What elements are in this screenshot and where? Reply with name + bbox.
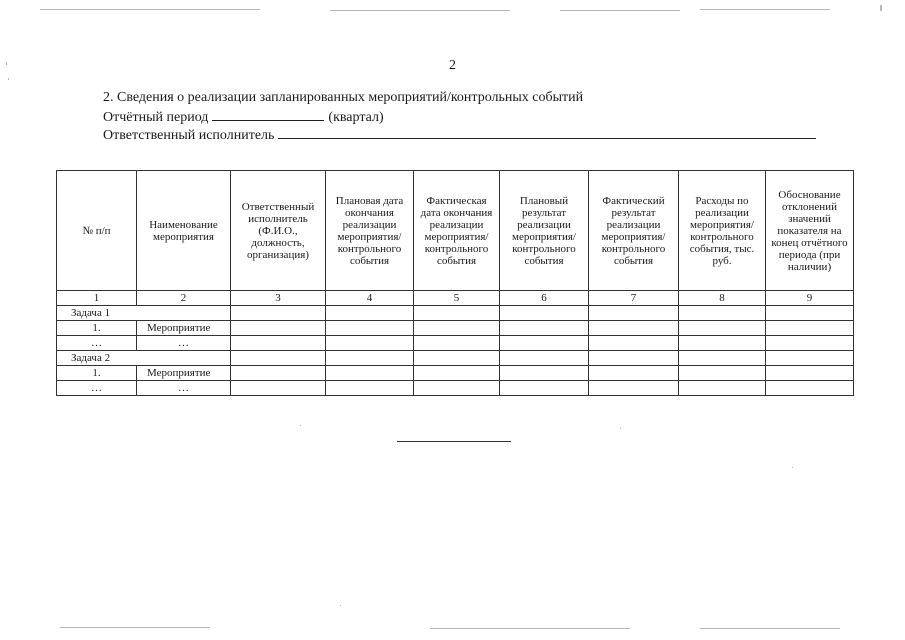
table-row bbox=[57, 366, 854, 381]
column-number: 9 bbox=[766, 291, 854, 306]
activity-name: … bbox=[137, 336, 231, 351]
activity-name: Мероприятие bbox=[137, 366, 231, 381]
activity-name: Мероприятие bbox=[137, 321, 231, 336]
table-row bbox=[57, 351, 854, 366]
header-cell: Фактическая дата окончания реализации мероприятия/ контрольного события bbox=[414, 171, 500, 291]
table-row bbox=[57, 336, 854, 351]
task-label: Задача 1 bbox=[57, 306, 231, 321]
column-number-row bbox=[57, 291, 854, 306]
header-cell: Фактический результат реализации мероприятия/ контрольного события bbox=[589, 171, 679, 291]
row-number: 1. bbox=[57, 321, 137, 336]
column-number: 8 bbox=[679, 291, 766, 306]
section-title: 2. Сведения о реализации запланированных мероприятий/контрольных событий bbox=[103, 90, 584, 105]
closing-rule bbox=[397, 441, 511, 442]
column-number: 6 bbox=[500, 291, 589, 306]
table-row bbox=[57, 321, 854, 336]
header-cell: № п/п bbox=[57, 171, 137, 291]
column-number: 1 bbox=[57, 291, 137, 306]
header-cell: Ответственный исполнитель (Ф.И.О., должность, организация) bbox=[231, 171, 326, 291]
row-number: … bbox=[57, 336, 137, 351]
header-cell: Наименование мероприятия bbox=[137, 171, 231, 291]
column-number: 4 bbox=[326, 291, 414, 306]
task-label: Задача 2 bbox=[57, 351, 231, 366]
period-label: Отчётный период bbox=[103, 110, 209, 125]
executor-blank-field[interactable] bbox=[278, 125, 816, 139]
page-number: 2 bbox=[449, 58, 456, 73]
reporting-period-line bbox=[103, 107, 816, 125]
executor-label: Ответственный исполнитель bbox=[103, 128, 275, 143]
period-suffix: (квартал) bbox=[328, 110, 384, 125]
row-number: … bbox=[57, 381, 137, 396]
column-number: 5 bbox=[414, 291, 500, 306]
header-cell: Расходы по реализации мероприятия/ контрольного события, тыс. руб. bbox=[679, 171, 766, 291]
table-row bbox=[57, 381, 854, 396]
activity-name: … bbox=[137, 381, 231, 396]
column-number: 2 bbox=[137, 291, 231, 306]
header-cell: Обоснование отклонений значений показателя на конец отчётного периода (при наличии) bbox=[766, 171, 854, 291]
column-number: 3 bbox=[231, 291, 326, 306]
column-number: 7 bbox=[589, 291, 679, 306]
header-cell: Плановая дата окончания реализации мероприятия/ контрольного события bbox=[326, 171, 414, 291]
section-heading bbox=[103, 89, 816, 143]
period-blank-field[interactable] bbox=[212, 107, 324, 121]
row-number: 1. bbox=[57, 366, 137, 381]
header-cell: Плановый результат реализации мероприятия/ контрольного события bbox=[500, 171, 589, 291]
report-table bbox=[56, 170, 854, 396]
executor-line bbox=[103, 125, 816, 143]
table-row bbox=[57, 306, 854, 321]
table-header-row bbox=[57, 171, 854, 291]
